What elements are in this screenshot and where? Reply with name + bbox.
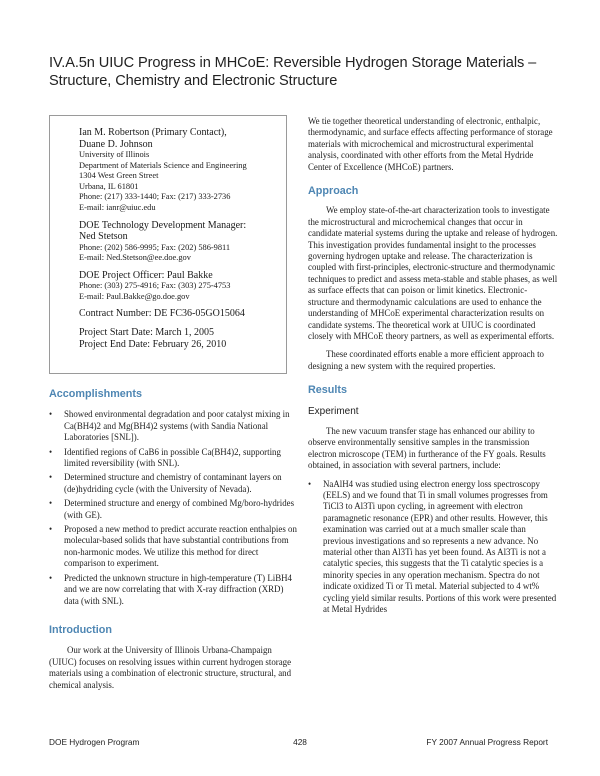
accomplishments-list	[49, 409, 297, 607]
pi-name: Ian M. Robertson (Primary Contact),	[79, 127, 227, 138]
list-item: • Determined structure and energy of combined Mg/boro-hydrides (with GE).	[49, 498, 297, 521]
list-item: • Showed environmental degradation and poor catalyst mixing in Ca(BH4)2 and Mg(BH4)2 systems (with Sandia National Laboratories [SNL]).	[49, 409, 297, 443]
footer-report-name: FY 2007 Annual Progress Report	[426, 737, 548, 747]
approach-heading: Approach	[308, 185, 359, 198]
doe-officer-email: E-mail: Paul.Bakke@go.doe.gov	[79, 291, 190, 301]
doe-manager-name: Ned Stetson	[79, 231, 128, 243]
results-heading: Results	[308, 384, 348, 397]
approach-paragraph-1: We employ state-of-the-art characterization tools to investigate the microstructural and microchemical changes that occur in candidate material systems during the uptake and release of hydrogen. This investigation provides fundamental insight to the processes governing hydrogen uptake and release. The characterization is coupled with first-principles, electronic-structure and thermodynamic techniques to predict and assess meta-stable and stable phases, as well as surface effects that can poison or limit kinetics. Electronic-structure and thermodynamic calculations are used to enhance the understanding of MHCoE experimental characterization results on candidate systems. The theoretical work at UIUC is coordinated closely with MHCoE theory partners, as well as experimental efforts.	[308, 205, 558, 341]
doe-officer-phone: Phone: (303) 275-4916; Fax: (303) 275-4753	[79, 281, 231, 291]
right-column	[308, 116, 558, 618]
pi-phone: Phone: (217) 333-1440; Fax: (217) 333-2736	[79, 192, 231, 202]
co-pi-name: Duane D. Johnson	[79, 138, 153, 150]
doe-manager-title: DOE Technology Development Manager:	[79, 219, 247, 231]
pi-email: E-mail: ianr@uiuc.edu	[79, 202, 156, 212]
accomplishments-heading: Accomplishments	[49, 388, 142, 400]
list-item: • Identified regions of CaB6 in possible Ca(BH4)2, supporting limited reversibility (with SNL).	[49, 447, 297, 470]
doe-project-officer: DOE Project Officer: Paul Bakke	[79, 269, 213, 281]
list-item: • Predicted the unknown structure in high-temperature (T) LiBH4 and we are now correlating that with X-ray diffraction (XRD) data (with SNL).	[49, 573, 297, 607]
organization: University of Illinois	[79, 150, 150, 159]
project-start-date: Project Start Date: March 1, 2005	[79, 326, 214, 338]
page-number: 428	[293, 737, 307, 747]
introduction-paragraph: Our work at the University of Illinois Urbana-Champaign (UIUC) focuses on resolving issues within current hydrogen storage materials using a combination of electronic structure, structural, and chemical analysis.	[49, 645, 292, 690]
contract-number: Contract Number: DE FC36-05GO15064	[79, 308, 245, 320]
experiment-subheading: Experiment	[308, 405, 359, 417]
page-title: IV.A.5n UIUC Progress in MHCoE: Reversible Hydrogen Storage Materials – Structure, Chemistry and Electronic Structure	[49, 55, 537, 89]
results-paragraph: The new vacuum transfer stage has enhanced our ability to observe environmentally sensitive samples in the transmission electron microscope (TEM) in furtherance of the FY goals. Results obtained, in association with several partners, include:	[308, 425, 546, 471]
results-list	[308, 479, 558, 616]
doe-manager-email: E-mail: Ned.Stetson@ee.doe.gov	[79, 253, 191, 263]
doe-manager-phone: Phone: (202) 586-9995; Fax: (202) 586-9811	[79, 242, 231, 252]
intro-continuation: We tie together theoretical understanding of electronic, enthalpic, thermodynamic, and surface effects affecting performance of storage materials with microchemical and microstructural experimental analysis, coordinated with other efforts from the Metal Hydride Center of Excellence (MHCoE) partners.	[308, 116, 553, 172]
street-address: 1304 West Green Street	[79, 171, 159, 181]
approach-paragraph-2: These coordinated efforts enable a more efficient approach to designing a new system with the required properties.	[308, 349, 544, 371]
department: Department of Materials Science and Engineering	[79, 160, 247, 170]
introduction-heading: Introduction	[49, 623, 112, 636]
list-item: • NaAlH4 was studied using electron energy loss spectroscopy (EELS) and we found that Ti in small volumes progresses from TiCl3 to Al3Ti upon cycling, in agreement with electron paramagnetic resonance (EPR) and other results. However, this examination was carried out at a much smaller scale than previous investigations and so represents a new advance. No material other than Al3Ti has yet been found. As Al3Ti is not a catalytic species, this suggests that the Ti catalytic species is a minority species in any operation mechanism. Spectra do not indicate oxidized Ti or Ti metal. Material subjected to 4 wt% cycling yield similar results. Portions of this work were presented at Metal Hydrides	[308, 479, 558, 616]
footer-program-name: DOE Hydrogen Program	[49, 737, 140, 747]
list-item: • Determined structure and chemistry of contaminant layers on (de)hydriding cycle (with the University of Nevada).	[49, 472, 297, 495]
contact-info-box	[49, 115, 287, 374]
city-address: Urbana, IL 61801	[79, 181, 139, 191]
left-column	[49, 389, 297, 691]
project-end-date: Project End Date: February 26, 2010	[79, 339, 227, 351]
list-item: • Proposed a new method to predict accurate reaction enthalpies on molecular-based solids that have substantial contributions from non-harmonic modes. We utilize this method for direct comparison to experiment.	[49, 524, 297, 570]
